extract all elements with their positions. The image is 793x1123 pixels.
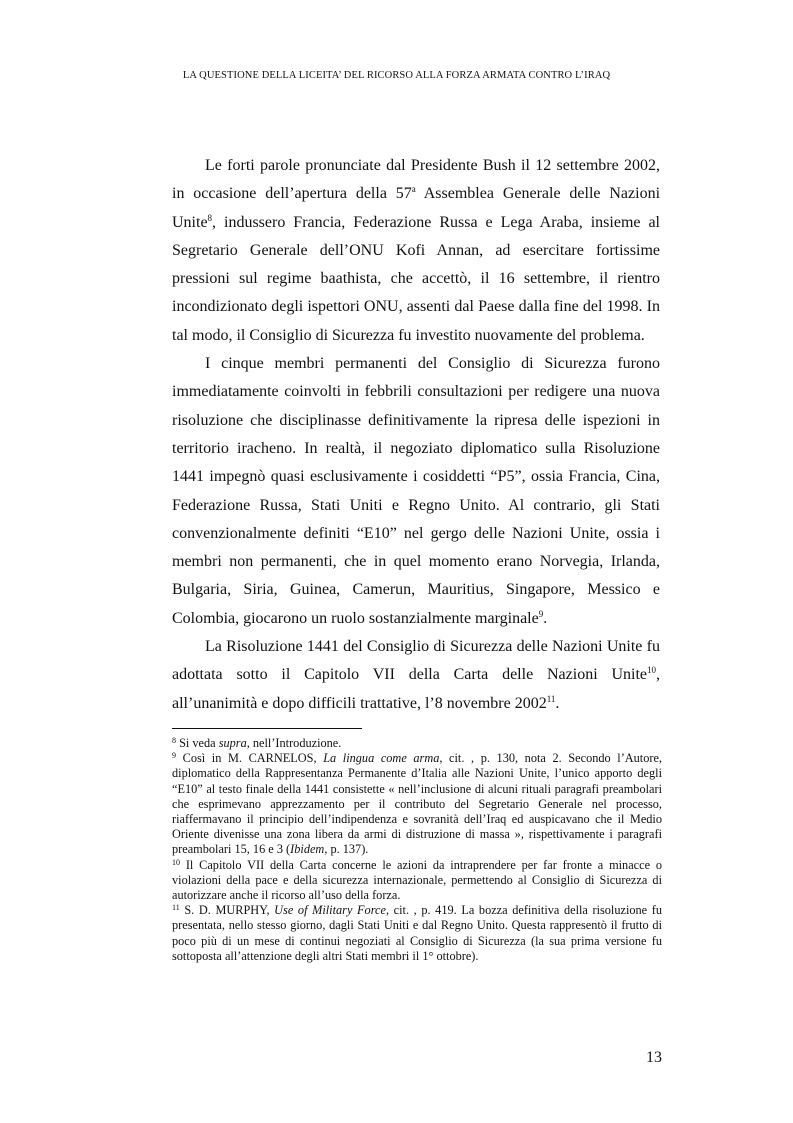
paragraph-text: , all’unanimità e dopo difficili trattative, l’8 novembre 2002 — [172, 666, 660, 712]
footnote-ref-8[interactable]: 8 — [207, 212, 213, 223]
footnote-text: S. D. MURPHY, — [179, 903, 275, 918]
footnote-italic: La lingua come arma — [323, 751, 440, 766]
footnote-number: 11 — [172, 903, 180, 913]
main-text — [172, 152, 660, 718]
footnote-text: Si veda — [176, 736, 219, 750]
paragraph-text: . — [555, 694, 560, 712]
footnote-ref-11[interactable]: 11 — [546, 693, 556, 704]
footnote-italic: supra — [218, 736, 247, 750]
footnote-10 — [172, 858, 662, 904]
footnote-number: 9 — [172, 751, 176, 761]
paragraph-text: . — [543, 609, 548, 627]
ordinal-superscript: a — [411, 184, 416, 195]
paragraph-3 — [172, 633, 660, 718]
paragraph-text: La Risoluzione 1441 del Consiglio di Sicurezza delle Nazioni Unite fu adottata sotto il Capitolo VII della Carta delle Nazioni Unite — [172, 638, 660, 684]
paragraph-text: , indussero Francia, Federazione Russa e Lega Araba, insieme al Segretario Generale dell’ONU Kofi Annan, ad esercitare fortissime pressioni sul regime baathista, che accettò, il 16 settembre, il rientro incondizionato degli ispettori ONU, assenti dal Paese dalla fine del 1998. In tal modo, il Consiglio di Sicurezza fu investito nuovamente del problema. — [172, 213, 660, 344]
paragraph-text: Assemblea Generale delle Nazioni Unite — [172, 185, 661, 231]
footnote-11 — [172, 903, 662, 964]
paragraph-text: Le forti parole pronunciate dal Presidente Bush il 12 settembre 2002, in occasione dell’apertura della 57 — [172, 157, 660, 203]
footnote-text: , cit. , p. 419. La bozza definitiva della risoluzione fu presentata, nello stesso giorno, dagli Stati Uniti e dal Regno Unito. Questa rappresentò il frutto di poco più di un mese di continui negoziati al Consiglio di Sicurezza (la sua prima versione fu sottoposta all’attenzione degli altri Stati membri il 1° ottobre). — [172, 903, 662, 963]
footnote-text: Così in M. CARNELOS, — [176, 751, 324, 766]
footnote-separator — [172, 728, 362, 729]
footnote-text: Il Capitolo VII della Carta concerne le azioni da intraprendere per far fronte a minacce o violazioni della pace e della sicurezza internazionale, permettendo al Consiglio di Sicurezza di autorizzare anche il ricorso all’uso della forza. — [172, 857, 662, 903]
footnote-9 — [172, 751, 662, 857]
footnotes — [172, 736, 662, 964]
footnote-ref-9[interactable]: 9 — [538, 608, 544, 619]
footnote-text: , cit. , p. 130, nota 2. Secondo l’Autore, diplomatico della Rappresentanza Permanente d’Italia alle Nazioni Unite, l’unico apporto degli “E10” al testo finale della 1441 consistette « nell’inclusione di alcuni rituali paragrafi preambolari che esprimevano apprezzamento per il contributo del Segretario Generale nel processo, riaffermavano il principio dell’indipendenza e sovranità dell’Iraq ed auspicavano che il Medio Oriente divenisse una zona libera da armi di distruzione di massa », rispettivamente i paragrafi preambolari 15, 16 e 3 ( — [172, 751, 663, 857]
footnote-italic: Use of Military Force — [274, 903, 386, 918]
footnote-ref-10[interactable]: 10 — [647, 665, 656, 676]
paragraph-text: I cinque membri permanenti del Consiglio di Sicurezza furono immediatamente coinvolti in febbrili consultazioni per redigere una nuova risoluzione che disciplinasse definitivamente la ripresa delle ispezioni in territorio iracheno. In realtà, il negoziato diplomatico sulla Risoluzione 1441 impegnò quasi esclusivamente i cosiddetti “P5”, ossia Francia, Cina, Federazione Russa, Stati Uniti e Regno Unito. Al contrario, gli Stati convenzionalmente definiti “E10” nel gergo delle Nazioni Unite, ossia i membri non permanenti, che in quel momento erano Norvegia, Irlanda, Bulgaria, Siria, Guinea, Camerun, Mauritius, Singapore, Messico e Colombia, giocarono un ruolo sostanzialmente marginale — [172, 355, 660, 627]
footnote-italic: Ibidem — [290, 842, 325, 857]
page-number: 13 — [646, 1049, 662, 1066]
footnote-text: , nell’Introduzione. — [246, 736, 342, 750]
footnote-number: 10 — [172, 857, 180, 867]
footnote-text: , p. 137). — [324, 842, 369, 857]
paragraph-1 — [172, 152, 660, 350]
paragraph-2 — [172, 350, 660, 633]
footnote-8 — [172, 736, 662, 751]
running-header: LA QUESTIONE DELLA LICEITA’ DEL RICORSO ALLA FORZA ARMATA CONTRO L’IRAQ — [182, 70, 611, 81]
footnote-number: 8 — [172, 736, 176, 745]
